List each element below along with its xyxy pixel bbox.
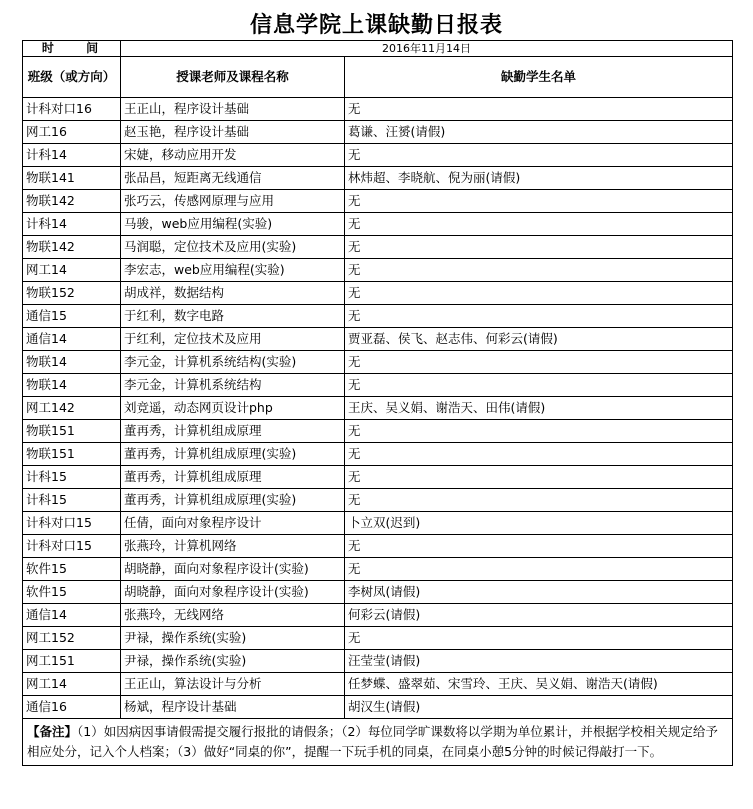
teacher-course-cell: 董再秀，计算机组成原理: [121, 466, 345, 489]
absent-students-cell: 无: [345, 535, 733, 558]
class-cell: 软件15: [23, 581, 121, 604]
column-header-row: [23, 57, 733, 98]
table-row: [23, 236, 733, 259]
absent-students-cell: 无: [345, 144, 733, 167]
class-cell: 物联14: [23, 374, 121, 397]
absent-students-cell: 无: [345, 558, 733, 581]
table-row: [23, 627, 733, 650]
table-row: [23, 673, 733, 696]
table-row: [23, 282, 733, 305]
absent-students-cell: 无: [345, 98, 733, 121]
table-row: [23, 581, 733, 604]
class-cell: 网工142: [23, 397, 121, 420]
absent-students-cell: 无: [345, 351, 733, 374]
date-header-row: [23, 41, 733, 57]
class-cell: 网工16: [23, 121, 121, 144]
teacher-course-cell: 张巧云，传感网原理与应用: [121, 190, 345, 213]
column-header-absent: 缺勤学生名单: [345, 57, 733, 98]
table-row: [23, 466, 733, 489]
class-cell: 通信14: [23, 604, 121, 627]
table-row: [23, 696, 733, 719]
absent-students-cell: 何彩云(请假): [345, 604, 733, 627]
absent-students-cell: 王庆、吴义娟、谢浩天、田伟(请假): [345, 397, 733, 420]
class-cell: 网工152: [23, 627, 121, 650]
teacher-course-cell: 张品昌，短距离无线通信: [121, 167, 345, 190]
absent-students-cell: 汪莹莹(请假): [345, 650, 733, 673]
teacher-course-cell: 王正山，算法设计与分析: [121, 673, 345, 696]
class-cell: 物联151: [23, 420, 121, 443]
absence-table: [22, 40, 733, 766]
teacher-course-cell: 李宏志，web应用编程(实验): [121, 259, 345, 282]
table-row: [23, 535, 733, 558]
teacher-course-cell: 张燕玲，无线网络: [121, 604, 345, 627]
notes-cell: [23, 719, 733, 766]
table-row: [23, 512, 733, 535]
class-cell: 计科15: [23, 466, 121, 489]
class-cell: 软件15: [23, 558, 121, 581]
table-row: [23, 121, 733, 144]
teacher-course-cell: 刘竞遥，动态网页设计php: [121, 397, 345, 420]
absent-students-cell: 无: [345, 627, 733, 650]
table-row: [23, 167, 733, 190]
teacher-course-cell: 尹禄，操作系统(实验): [121, 627, 345, 650]
absent-students-cell: 无: [345, 190, 733, 213]
teacher-course-cell: 李元金，计算机系统结构(实验): [121, 351, 345, 374]
absent-students-cell: 李树凤(请假): [345, 581, 733, 604]
class-cell: 计科对口16: [23, 98, 121, 121]
teacher-course-cell: 胡成祥，数据结构: [121, 282, 345, 305]
table-row: [23, 259, 733, 282]
time-label: 时 间: [23, 41, 121, 57]
report-date: 2016年11月14日: [121, 41, 733, 57]
teacher-course-cell: 张燕玲，计算机网络: [121, 535, 345, 558]
class-cell: 网工14: [23, 673, 121, 696]
table-row: [23, 489, 733, 512]
absent-students-cell: 葛谦、汪赟(请假): [345, 121, 733, 144]
absent-students-cell: 无: [345, 305, 733, 328]
teacher-course-cell: 赵玉艳，程序设计基础: [121, 121, 345, 144]
table-row: [23, 190, 733, 213]
absent-students-cell: 贾亚磊、侯飞、赵志伟、何彩云(请假): [345, 328, 733, 351]
table-row: [23, 443, 733, 466]
teacher-course-cell: 尹禄，操作系统(实验): [121, 650, 345, 673]
class-cell: 计科对口15: [23, 512, 121, 535]
absent-students-cell: 无: [345, 282, 733, 305]
class-cell: 网工14: [23, 259, 121, 282]
absent-students-cell: 任梦蝶、盛翠茹、宋雪玲、王庆、吴义娟、谢浩天(请假): [345, 673, 733, 696]
table-row: [23, 558, 733, 581]
notes-tag: 【备注】: [27, 724, 78, 739]
teacher-course-cell: 董再秀，计算机组成原理: [121, 420, 345, 443]
table-row: [23, 213, 733, 236]
absent-students-cell: 无: [345, 259, 733, 282]
teacher-course-cell: 董再秀，计算机组成原理(实验): [121, 443, 345, 466]
class-cell: 物联152: [23, 282, 121, 305]
absent-students-cell: 无: [345, 213, 733, 236]
table-row: [23, 397, 733, 420]
table-row: [23, 374, 733, 397]
table-row: [23, 98, 733, 121]
table-row: [23, 604, 733, 627]
class-cell: 通信16: [23, 696, 121, 719]
class-cell: 通信14: [23, 328, 121, 351]
absent-students-cell: 卜立双(迟到): [345, 512, 733, 535]
teacher-course-cell: 杨斌，程序设计基础: [121, 696, 345, 719]
table-row: [23, 351, 733, 374]
table-row: [23, 305, 733, 328]
teacher-course-cell: 宋婕，移动应用开发: [121, 144, 345, 167]
absent-students-cell: 无: [345, 374, 733, 397]
teacher-course-cell: 董再秀，计算机组成原理(实验): [121, 489, 345, 512]
class-cell: 物联142: [23, 236, 121, 259]
class-cell: 物联142: [23, 190, 121, 213]
class-cell: 网工151: [23, 650, 121, 673]
absent-students-cell: 无: [345, 236, 733, 259]
teacher-course-cell: 马润聪，定位技术及应用(实验): [121, 236, 345, 259]
table-row: [23, 420, 733, 443]
absent-students-cell: 无: [345, 489, 733, 512]
class-cell: 通信15: [23, 305, 121, 328]
class-cell: 计科对口15: [23, 535, 121, 558]
class-cell: 物联14: [23, 351, 121, 374]
absent-students-cell: 无: [345, 466, 733, 489]
column-header-teacher-course: 授课老师及课程名称: [121, 57, 345, 98]
table-row: [23, 650, 733, 673]
teacher-course-cell: 王正山，程序设计基础: [121, 98, 345, 121]
class-cell: 计科15: [23, 489, 121, 512]
column-header-class: 班级（或方向）: [23, 57, 121, 98]
table-row: [23, 328, 733, 351]
teacher-course-cell: 胡晓静，面向对象程序设计(实验): [121, 558, 345, 581]
teacher-course-cell: 李元金，计算机系统结构: [121, 374, 345, 397]
class-cell: 计科14: [23, 213, 121, 236]
table-row: [23, 144, 733, 167]
notes-text: （1）如因病因事请假需提交履行报批的请假条；（2）每位同学旷课数将以学期为单位累计，并根据学校相关规定给予相应处分，记入个人档案；（3）做好“同桌的你”，提醒一下玩手机的同桌，在同桌小憩5分钟的时候记得敲打一下。: [27, 724, 718, 759]
absent-students-cell: 无: [345, 443, 733, 466]
teacher-course-cell: 胡晓静，面向对象程序设计(实验): [121, 581, 345, 604]
teacher-course-cell: 于红利，定位技术及应用: [121, 328, 345, 351]
absent-students-cell: 林炜超、李晓航、倪为丽(请假): [345, 167, 733, 190]
class-cell: 计科14: [23, 144, 121, 167]
class-cell: 物联141: [23, 167, 121, 190]
page-title: 信息学院上课缺勤日报表: [249, 12, 503, 38]
absent-students-cell: 胡汉生(请假): [345, 696, 733, 719]
notes-row: [23, 719, 733, 766]
teacher-course-cell: 马骏，web应用编程(实验): [121, 213, 345, 236]
teacher-course-cell: 任倩，面向对象程序设计: [121, 512, 345, 535]
absent-students-cell: 无: [345, 420, 733, 443]
class-cell: 物联151: [23, 443, 121, 466]
teacher-course-cell: 于红利，数字电路: [121, 305, 345, 328]
